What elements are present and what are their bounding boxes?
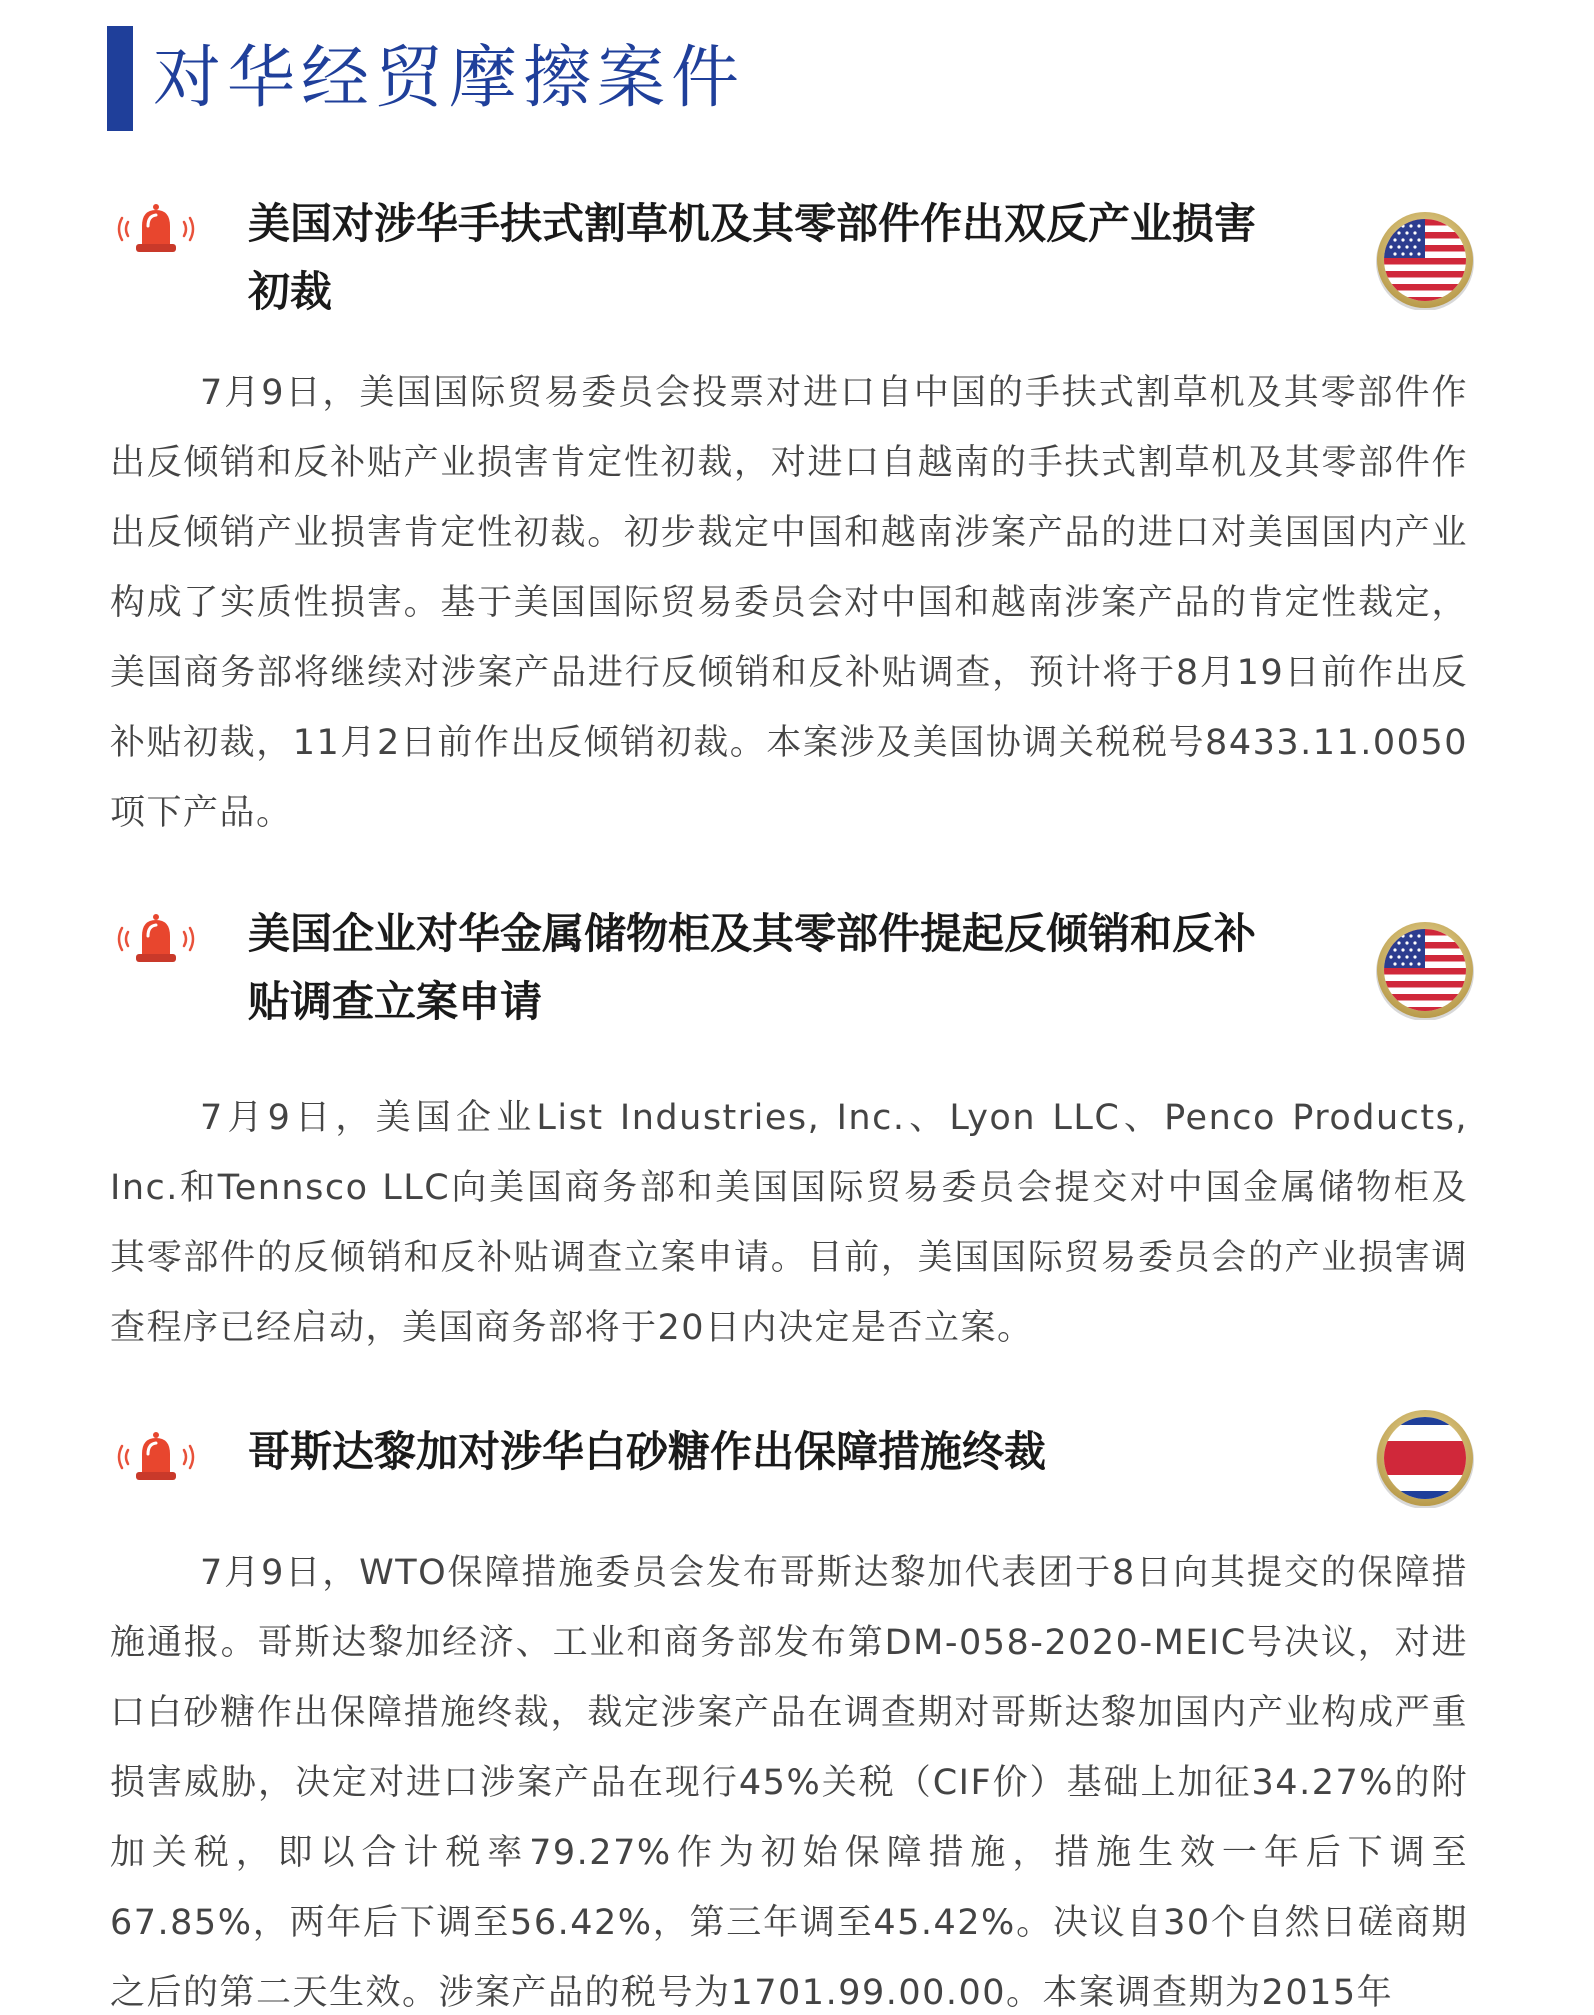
article-title: 美国对涉华手扶式割草机及其零部件作出双反产业损害初裁	[248, 199, 1257, 316]
article-body: 7月9日，WTO保障措施委员会发布哥斯达黎加代表团于8日向其提交的保障措施通报。哥斯达黎加经济、工业和商务部发布第DM-058-2020-MEIC号决议，对进口白砂糖作出保障措施终裁，裁定涉案产品在调查期对哥斯达黎加国内产业构成严重损害威胁，决定对进口涉案产品在现行45%关税（CIF价）基础上加征34.27%的附加关税，即以合计税率79.27%作为初始保障措施，措施生效一年后下调至67.85%，两年后下调至56.42%，第三年调至45.42%。决议自30个自然日磋商期之后的第二天生效。涉案产品的税号为1701.99.00.00。本案调查期为2015年	[110, 1553, 1468, 2013]
article-title: 美国企业对华金属储物柜及其零部件提起反倾销和反补贴调查立案申请	[248, 909, 1257, 1026]
alarm-bell-icon	[108, 1428, 204, 1486]
us-flag-icon	[1375, 920, 1475, 1020]
section-header	[107, 26, 745, 131]
article-title: 哥斯达黎加对涉华白砂糖作出保障措施终裁	[248, 1427, 1047, 1476]
us-flag-icon	[1375, 210, 1475, 310]
costa-rica-flag-icon	[1375, 1408, 1475, 1508]
section-title: 对华经贸摩擦案件	[153, 38, 746, 118]
alarm-bell-icon	[108, 910, 204, 968]
alarm-bell-icon	[108, 200, 204, 258]
article-body: 7月9日，美国企业List Industries, Inc.、Lyon LLC、Penco Products, Inc.和Tennsco LLC向美国商务部和美国国际贸易委员会提交对中国金属储物柜及其零部件的反倾销和反补贴调查立案申请。目前，美国国际贸易委员会的产业损害调查程序已经启动，美国商务部将于20日内决定是否立案。	[110, 1098, 1468, 1348]
article-body: 7月9日，美国国际贸易委员会投票对进口自中国的手扶式割草机及其零部件作出反倾销和反补贴产业损害肯定性初裁，对进口自越南的手扶式割草机及其零部件作出反倾销产业损害肯定性初裁。初步裁定中国和越南涉案产品的进口对美国国内产业构成了实质性损害。基于美国国际贸易委员会对中国和越南涉案产品的肯定性裁定，美国商务部将继续对涉案产品进行反倾销和反补贴调查，预计将于8月19日前作出反补贴初裁，11月2日前作出反倾销初裁。本案涉及美国协调关税税号8433.11.0050项下产品。	[110, 373, 1468, 833]
section-accent-bar	[107, 26, 133, 131]
